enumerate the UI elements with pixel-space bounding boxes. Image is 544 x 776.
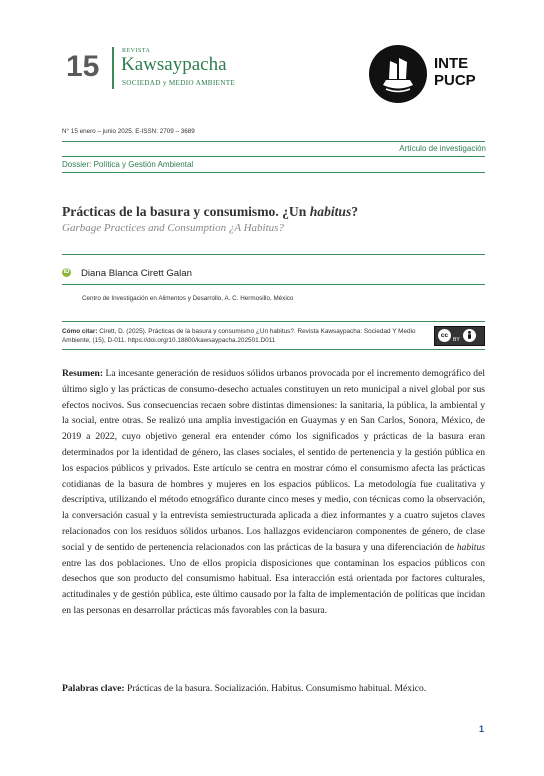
meta-rule-middle — [62, 156, 485, 157]
header-divider — [112, 47, 114, 89]
journal-label: REVISTA — [122, 48, 151, 54]
meta-rule-top — [62, 141, 485, 142]
cc-icon: cc — [438, 329, 451, 342]
article-title: Prácticas de la basura y consumismo. ¿Un habitus? — [62, 204, 359, 219]
inte-pucp-logo-text: INTE PUCP — [434, 55, 476, 89]
cc-by-label: BY — [453, 337, 460, 343]
author-rule — [62, 284, 485, 285]
citation-block: Cómo citar: Cirett, D. (2025). Prácticas de la basura y consumismo ¿Un habitus?. Revista Kawsaypacha: Sociedad Y Medio Ambiente, (15), D-011. https://doi.org/10.18800/kawsaypacha.202501.D011 — [62, 328, 416, 345]
author-affiliation: Centro de Investigación en Alimentos y Desarrollo, A. C. Hermosillo, México — [82, 295, 294, 302]
cc-license-badge[interactable] — [434, 326, 485, 346]
citation-rule-top — [62, 321, 485, 322]
issue-info: N° 15 enero – junio 2025. E-ISSN: 2709 – 3689 — [62, 128, 195, 135]
journal-subtitle: SOCIEDAD y MEDIO AMBIENTE — [122, 79, 236, 87]
abstract-paragraph: Resumen: La incesante generación de residuos sólidos urbanos provocada por el incremento demográfico del último siglo y las prácticas de consumo-desecho actuales constituyen un reto municipal a nivel global por sus efectos nocivos. Sus consecuencias recaen sobre distintas dimensiones: la sanitaria, la pública, la ambiental y la social, entre otras. Se realizó una amplia investigación en Guaymas y en San Carlos, Sonora, México, de 2019 a 2022, cuyo objetivo general era entender cómo los significados y prácticas de la basura eran determinados por la identidad de género, las clases sociales, el sentido de pertenencia y la gestión pública en los espacios públicos y privados. Este artículo se centra en mostrar cómo el consumismo afecta las prácticas cotidianas de la basura de hombres y mujeres en los espacios públicos. La metodología fue cualitativa y descriptiva, utilizando el método etnográfico durante cinco meses y medio, con técnicas como la observación, la conversación casual y la entrevista semiestructurada aplicada a diez informantes y a cuatro sujetos claves relacionados con los residuos sólidos urbanos. Los hallazgos evidenciaron componentes de género, de clase social y de sentido de pertenencia relacionados con las prácticas de la basura y una diferenciación de habitus entre las dos poblaciones. Uno de ellos propicia disposiciones que contaminan los espacios públicos con desechos que son producto del consumismo habitual. Esa interacción está orientada por factores culturales, actitudinales y de gestión pública, este último causado por la falta de implementación de políticas que incidan en las personas en desarrollar prácticas más favorables con la basura. — [62, 368, 485, 616]
meta-rule-bottom — [62, 172, 485, 173]
article-type: Artículo de investigación — [399, 144, 486, 153]
by-attribution-icon — [463, 329, 476, 342]
journal-name: Kawsaypacha — [121, 54, 227, 75]
keywords-paragraph: Palabras clave: Prácticas de la basura. Socialización. Habitus. Consumismo habitual. México. — [62, 683, 427, 694]
dossier-label: Dossier: Política y Gestión Ambiental — [62, 160, 194, 169]
page-number: 1 — [479, 724, 485, 734]
article-subtitle: Garbage Practices and Consumption ¿A Habitus? — [62, 222, 284, 234]
inte-pucp-logo-icon — [369, 45, 427, 103]
citation-rule-bottom — [62, 349, 485, 350]
title-rule — [62, 254, 485, 255]
orcid-icon[interactable]: iD — [63, 269, 70, 275]
author-name: Diana Blanca Cirett Galan — [81, 268, 192, 279]
issue-number: 15 — [66, 50, 100, 83]
